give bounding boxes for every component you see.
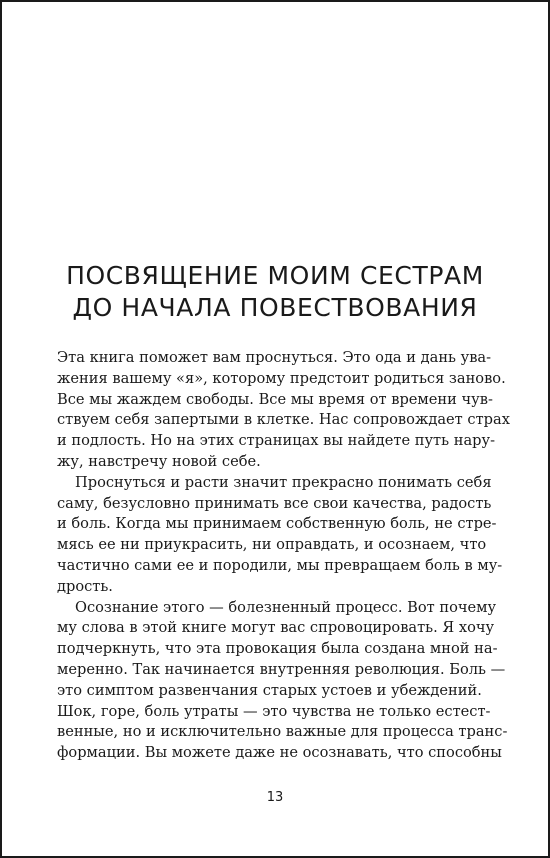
text-line: Эта книга поможет вам проснуться. Это ода и дань ува- [57, 349, 492, 366]
text-line: меренно. Так начинается внутренняя революция. Боль — [57, 660, 506, 678]
text-line: подчеркнуть, что эта провокация была создана мной на- [57, 640, 498, 658]
text-line: частично сами ее и породили, мы превращаем боль в му- [57, 556, 503, 574]
text-line: формации. Вы можете даже не осознавать, что способны [57, 744, 502, 762]
text-line: жу, навстречу новой себе. [57, 452, 261, 470]
text-line: Шок, горе, боль утраты — это чувства не только естест- [57, 702, 491, 720]
body-text [57, 348, 510, 764]
chapter-heading [2, 260, 548, 324]
text-line: мясь ее ни приукрасить, ни оправдать, и осознаем, что [57, 536, 487, 554]
text-line: Осознание этого — болезненный процесс. Вот почему [75, 598, 497, 616]
text-line: Все мы жаждем свободы. Все мы время от времени чув- [57, 390, 493, 408]
text-line: это симптом развенчания старых устоев и убеждений. [57, 681, 482, 699]
heading-line-2: ДО НАЧАЛА ПОВЕСТВОВАНИЯ [72, 293, 478, 322]
text-line: дрость. [57, 577, 113, 595]
text-line: ствуем себя запертыми в клетке. Нас сопровождает страх [57, 411, 510, 429]
page-number: 13 [266, 790, 284, 805]
heading-line-1: ПОСВЯЩЕНИЕ МОИМ СЕСТРАМ [66, 261, 484, 290]
text-line: венные, но и исключительно важные для процесса транс- [57, 723, 508, 741]
text-line: и подлость. Но на этих страницах вы найдете путь нару- [57, 432, 496, 450]
paragraph-3 [57, 598, 508, 764]
text-line: саму, безусловно принимать все свои качества, радость [57, 494, 492, 512]
paragraph-2 [57, 473, 503, 598]
text-line: му слова в этой книге могут вас спровоцировать. Я хочу [57, 619, 495, 637]
text-line: Проснуться и расти значит прекрасно понимать себя [75, 473, 492, 491]
text-line: и боль. Когда мы принимаем собственную боль, не стре- [57, 515, 497, 533]
paragraph-1 [57, 348, 510, 473]
text-line: жения вашему «я», которому предстоит родиться заново. [57, 369, 506, 387]
